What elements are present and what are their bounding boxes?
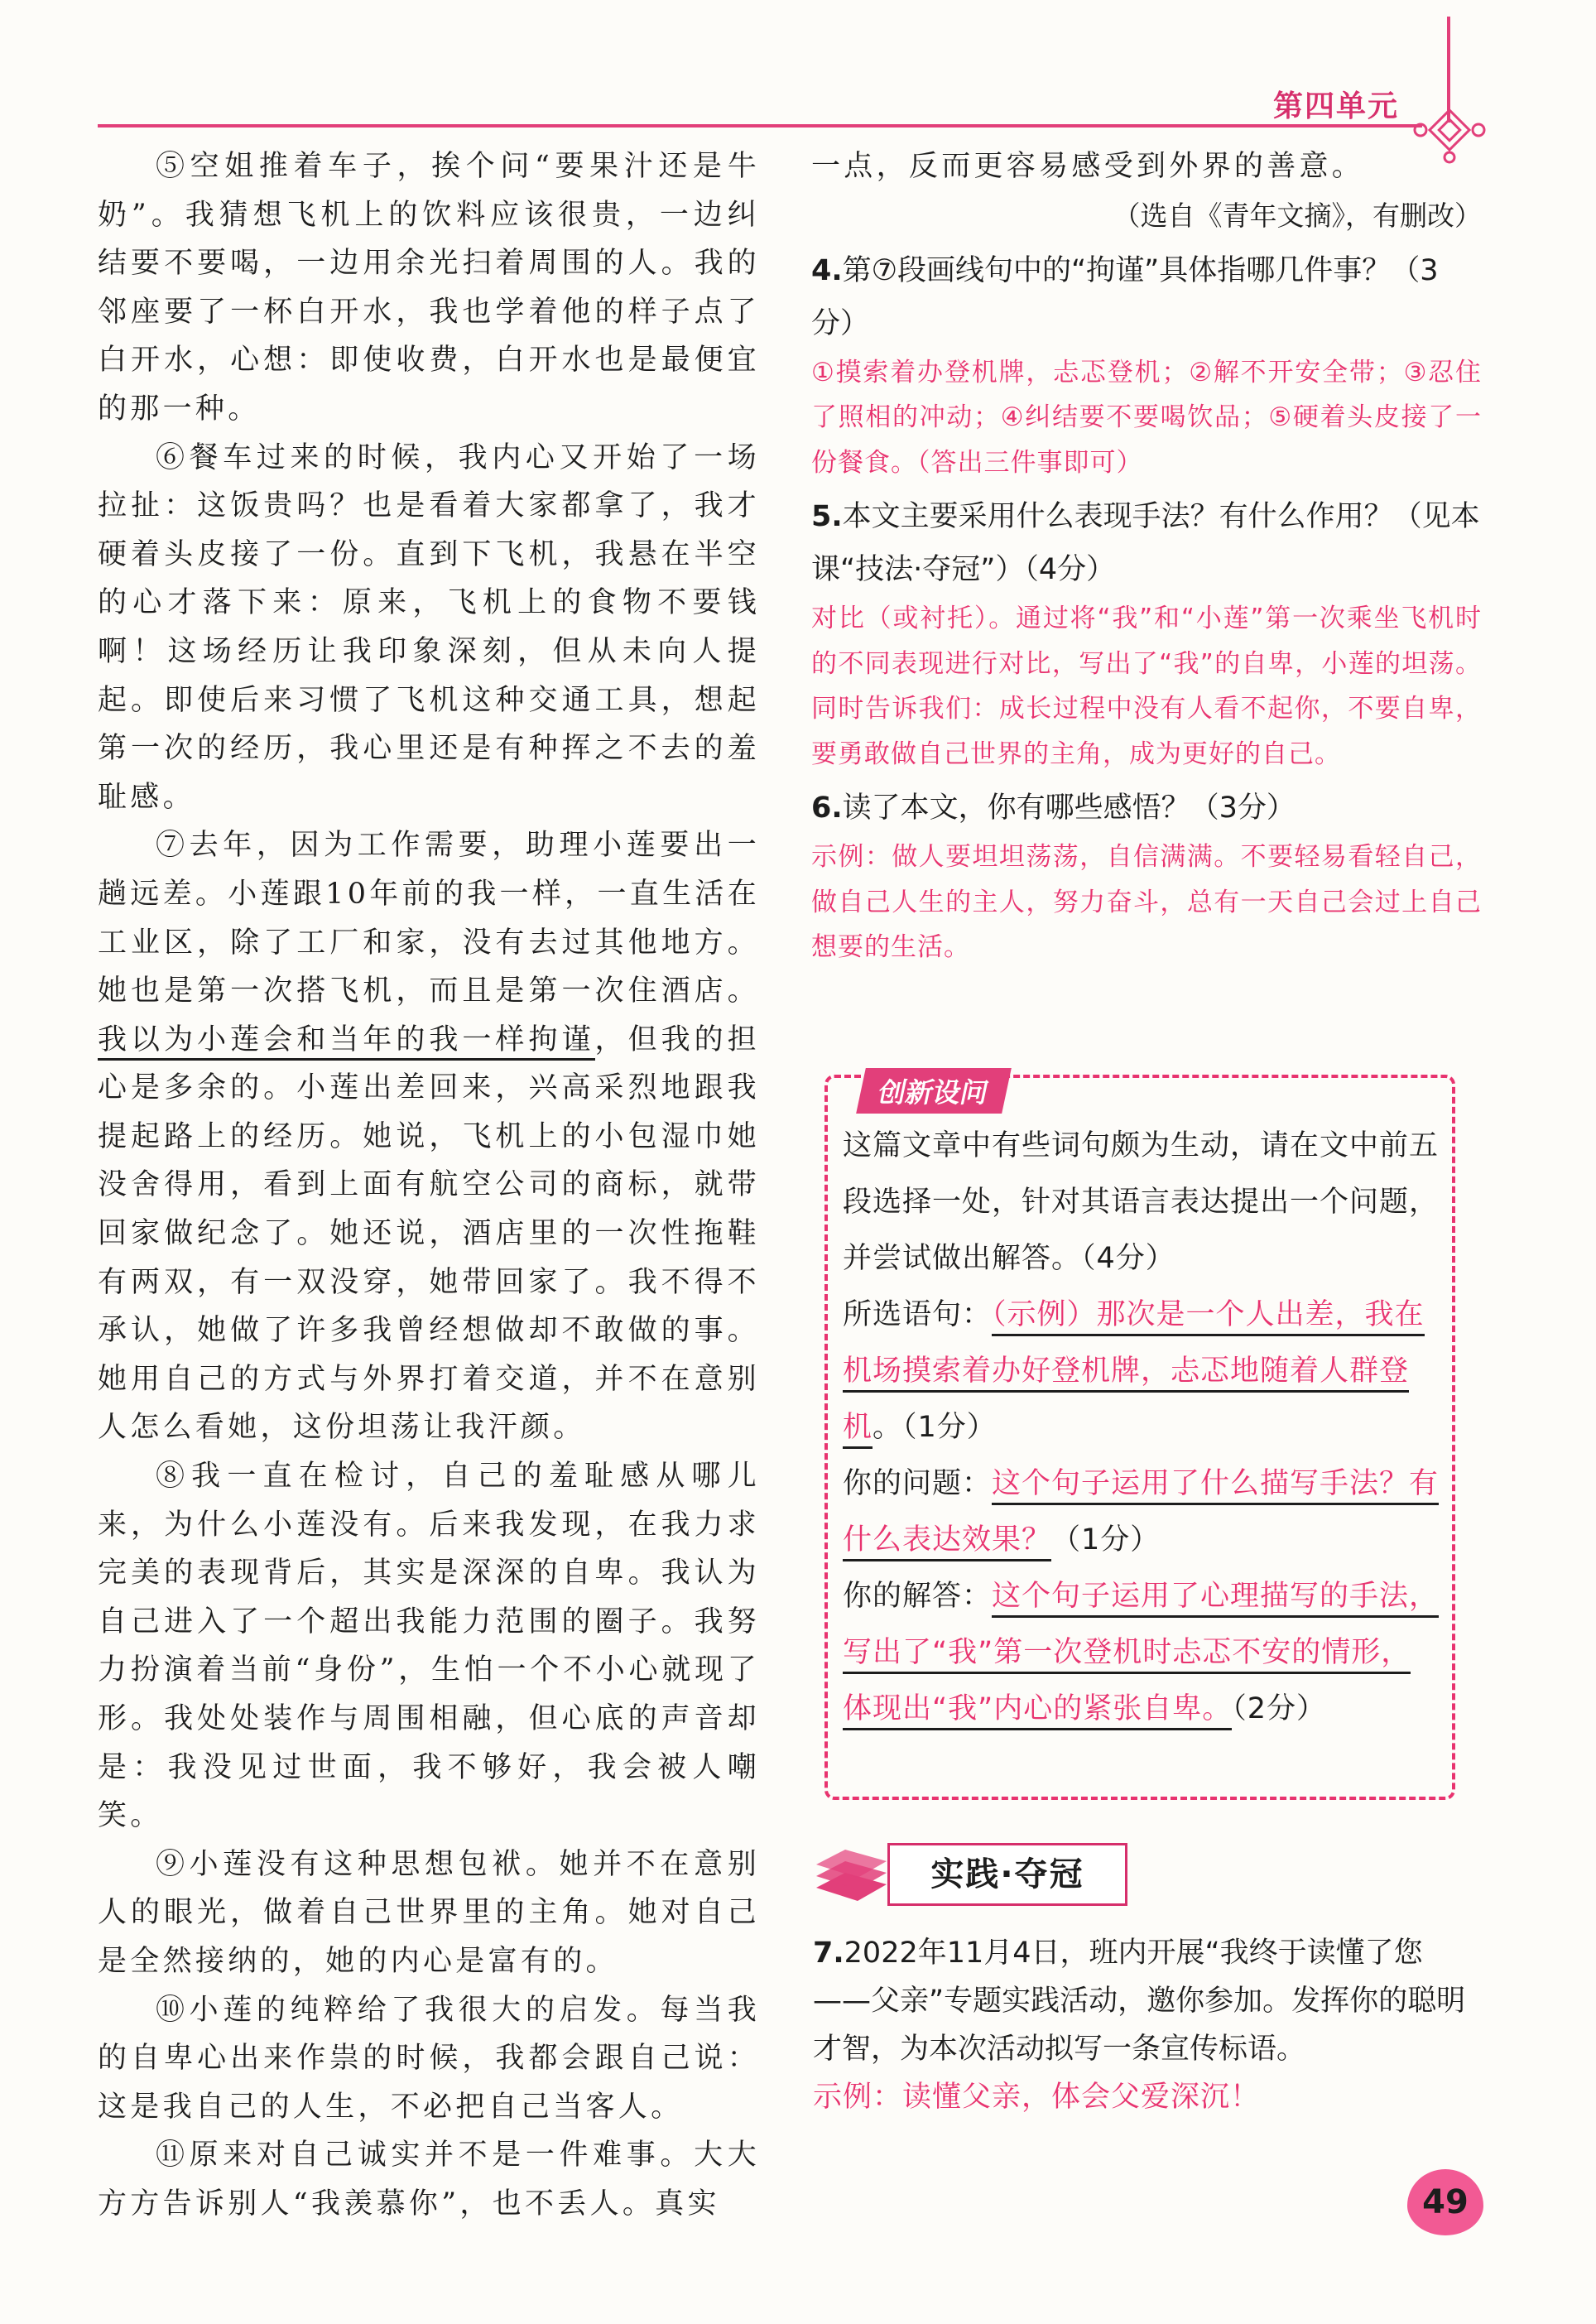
- question-5: [811, 490, 1482, 596]
- paragraph-8: ⑧我一直在检讨，自己的羞耻感从哪儿来，为什么小莲没有。后来我发现，在我力求完美的表现背后，其实是深深的自卑。我认为自己进入了一个超出我能力范围的圈子。我努力扮演着当前“身份”，生怕一个不小心就现了形。我处处装作与周围相融，但心底的声音却是：我没见过世面，我不够好，我会被人嘲笑。: [98, 1460, 760, 1833]
- underlined-sentence: 我以为小莲会和当年的我一样拘谨: [98, 1023, 595, 1061]
- answer-7: 示例：读懂父亲，体会父爱深沉！: [813, 2081, 1261, 2114]
- question-7: [813, 1929, 1475, 2121]
- practice-title: 实践·夺冠: [887, 1843, 1127, 1906]
- paragraph-7-after: ，但我的担心是多余的。小莲出差回来，兴高采烈地跟我提起路上的经历。她说，飞机上的小包湿巾她没舍得用，看到上面有航空公司的商标，就带回家做纪念了。她还说，酒店里的一次性拖鞋有两双，有一双没穿，她带回家了。我不得不承认，她做了许多我曾经想做却不敢做的事。她用自己的方式与外界打着交道，并不在意别人怎么看她，这份坦荡让我汗颜。: [98, 1022, 760, 1445]
- answer-5: 对比（或衬托）。通过将“我”和“小莲”第一次乘坐飞机时的不同表现进行对比，写出了“我”的自卑，小莲的坦荡。同时告诉我们：成长过程中没有人看不起你，不要自卑，要勇敢做自己世界的主角，成为更好的自己。: [811, 604, 1482, 769]
- your-question-answer: 这个句子运用了什么描写手法？有什么表达效果？: [843, 1467, 1439, 1561]
- question-number: 6.: [811, 792, 843, 825]
- article-continuation: 一点，反而更容易感受到外界的善意。: [811, 150, 1365, 183]
- question-7-text: [813, 1929, 1475, 2073]
- question-number: 5.: [811, 500, 843, 534]
- your-answer-score: （2分）: [1232, 1692, 1327, 1725]
- question-text: 读了本文，你有哪些感悟？（3分）: [842, 792, 1296, 825]
- paragraph-7-before: ⑦去年，因为工作需要，助理小莲要出一趟远差。小莲跟10年前的我一样，一直生活在工业区，除了工厂和家，没有去过其他地方。她也是第一次搭飞机，而且是第一次住酒店。: [98, 829, 760, 1008]
- paragraph-6: ⑥餐车过来的时候，我内心又开始了一场拉扯：这饭贵吗？也是看着大家都拿了，我才硬着头皮接了一份。直到下飞机，我悬在半空的心才落下来：原来，飞机上的食物不要钱啊！这场经历让我印象深刻，但从未向人提起。即使后来习惯了飞机这种交通工具，想起第一次的经历，我心里还是有种挥之不去的羞耻感。: [98, 440, 760, 814]
- header-rule: [98, 124, 1422, 128]
- questions-right-column: [811, 142, 1482, 975]
- answer-6: 示例：做人要坦坦荡荡，自信满满。不要轻易看轻自己，做自己人生的主人，努力奋斗，总有一天自己会过上自己想要的生活。: [811, 842, 1482, 963]
- innovation-prompt: 这篇文章中有些词句颇为生动，请在文中前五段选择一处，针对其语言表达提出一个问题，并尝试做出解答。（4分）: [843, 1129, 1440, 1275]
- paragraph-11: ⑪原来对自己诚实并不是一件难事。大大方方告诉别人“我羡慕你”，也不丢人。真实: [98, 2139, 760, 2221]
- answer-4: ①摸索着办登机牌，忐忑登机；②解不开安全带；③忍住了照相的冲动；④纠结要不要喝饮品；⑤硬着头皮接了一份餐食。（答出三件事即可）: [811, 357, 1482, 478]
- unit-label: 第四单元: [1273, 89, 1400, 123]
- innovation-tag: 创新设问: [856, 1068, 1012, 1114]
- practice-section-header: [808, 1830, 1156, 1921]
- your-answer-label: 你的解答：: [843, 1580, 993, 1613]
- article-left-column: [98, 142, 760, 2229]
- your-question-score: （1分）: [1051, 1523, 1161, 1557]
- question-text: 本文主要采用什么表现手法？有什么作用？（见本课“技法·夺冠”）（4分）: [811, 500, 1480, 587]
- your-answer-answer: 这个句子运用了心理描写的手法，写出了“我”第一次登机时忐忑不安的情形，体现出“我”内心的紧张自卑。: [843, 1580, 1439, 1730]
- paragraph-10: ⑩小莲的纯粹给了我很大的启发。每当我的自卑心出来作祟的时候，我都会跟自己说：这是我自己的人生，不必把自己当客人。: [98, 1993, 760, 2124]
- paragraph-7: [98, 821, 760, 1452]
- question-6: [811, 782, 1482, 835]
- your-question: [843, 1456, 1440, 1568]
- selected-sentence-label: 所选语句：: [843, 1298, 993, 1331]
- article-source: （选自《青年文摘》，有删改）: [1113, 199, 1482, 232]
- paragraph-5: ⑤空姐推着车子，挨个问“要果汁还是牛奶”。我猜想飞机上的饮料应该很贵，一边纠结要不要喝，一边用余光扫着周围的人。我的邻座要了一杯白开水，我也学着他的样子点了白开水，心想：即使收费，白开水也是最便宜的那一种。: [98, 150, 760, 426]
- question-4: [811, 244, 1482, 350]
- paragraph-9: ⑨小莲没有这种思想包袱。她并不在意别人的眼光，做着自己世界里的主角。她对自己是全然接纳的，她的内心是富有的。: [98, 1847, 760, 1978]
- selected-sentence-score: 。（1分）: [873, 1411, 997, 1444]
- question-text: 第⑦段画线句中的“拘谨”具体指哪几件事？（3分）: [811, 253, 1439, 340]
- question-text: 2022年11月4日，班内开展“我终于读懂了您——父亲”专题实践活动，邀你参加。发挥你的聪明才智，为本次活动拟写一条宣传标语。: [813, 1937, 1466, 2066]
- your-question-label: 你的问题：: [843, 1467, 993, 1500]
- question-number: 4.: [811, 253, 843, 287]
- page-number: 49: [1407, 2169, 1483, 2235]
- selected-sentence: [843, 1287, 1440, 1456]
- selected-sentence-answer: （示例）那次是一个人出差，我在机场摸索着办好登机牌，忐忑地随着人群登机: [843, 1298, 1425, 1449]
- question-number: 7.: [813, 1937, 844, 1970]
- book-stack-icon: [808, 1833, 891, 1916]
- innovation-content: [843, 1118, 1440, 1737]
- your-answer: [843, 1568, 1440, 1737]
